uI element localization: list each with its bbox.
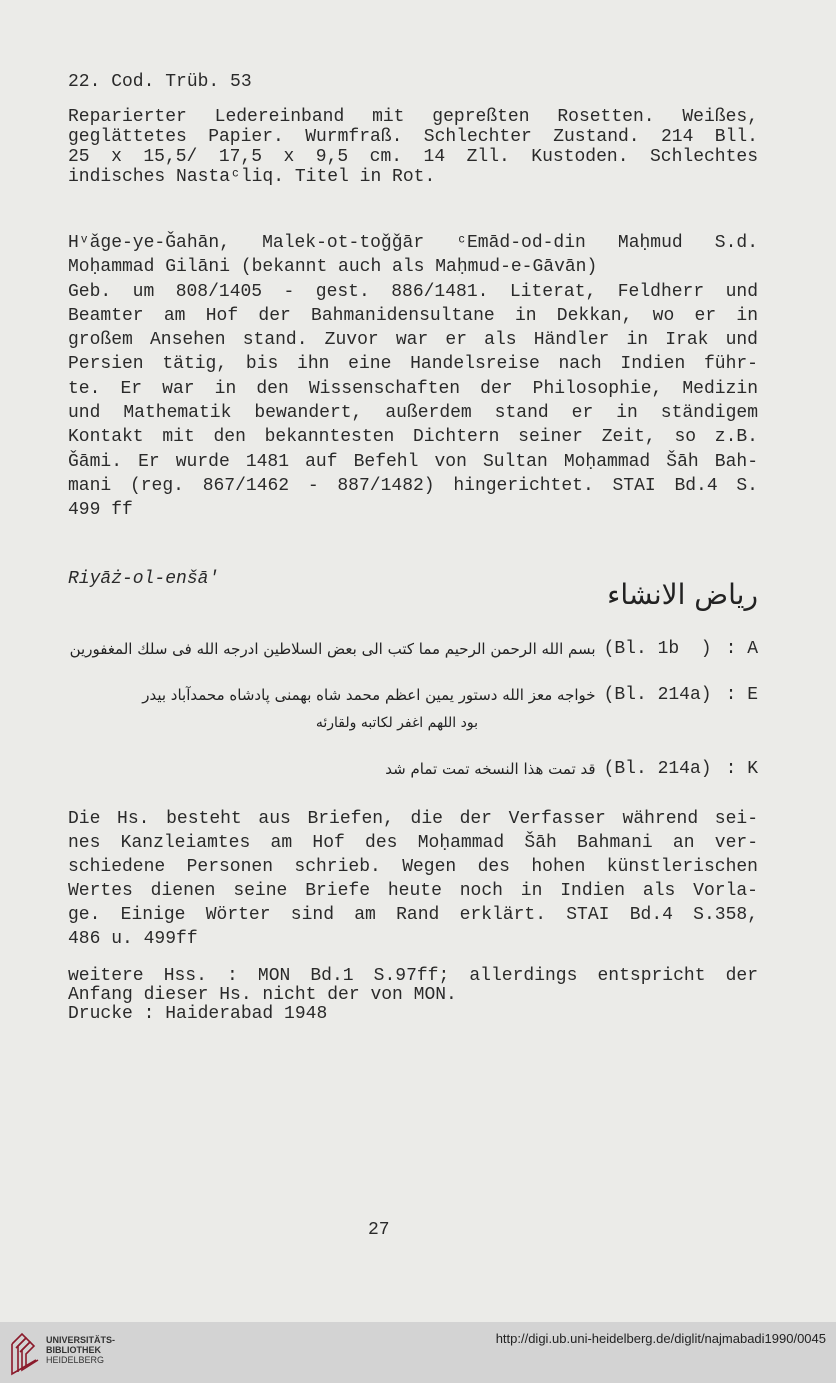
author-line: und Mathematik bewandert, außerdem stand er in ständigem bbox=[68, 403, 758, 424]
description-block bbox=[68, 107, 758, 187]
incipits-block bbox=[68, 637, 758, 781]
author-line: Beamter am Hof der Bahmanidensultane in Dekkan, wo er in bbox=[68, 305, 758, 326]
content-line: nes Kanzleiamtes am Hof des Moḥammad Šāh Bahmani an ver- bbox=[68, 832, 758, 853]
incipit-text: بسم الله الرحمن الرحیم مما کتب الی بعض السلاطین ادرجه الله فی سلك المغفورین bbox=[69, 639, 596, 658]
author-line: Moḥammad Gilāni (bekannt auch als Maḥmud-e-Gāvān) bbox=[68, 257, 598, 278]
library-logo-icon bbox=[8, 1330, 42, 1376]
entry-header: 22. Cod. Trüb. 53 bbox=[68, 72, 252, 92]
author-block bbox=[68, 231, 758, 523]
author-line: großem Ansehen stand. Zuvor war er als Händler in Irak und bbox=[68, 330, 758, 351]
content-line: ge. Einige Wörter sind am Rand erklärt. STAI Bd.4 S.358, bbox=[68, 904, 758, 925]
logo-line: BIBLIOTHEK bbox=[46, 1345, 101, 1355]
author-line: Geb. um 808/1405 - gest. 886/1481. Literat, Feldherr und bbox=[68, 281, 758, 302]
content-line: 486 u. 499ff bbox=[68, 928, 198, 949]
incipit-label: : K bbox=[725, 758, 758, 779]
content-block bbox=[68, 807, 758, 951]
title-transliteration: Riyāż-ol-enšā' bbox=[68, 568, 220, 589]
footer-bar bbox=[0, 1322, 836, 1383]
incipit-text: خواجه معز الله دستور یمین اعظم محمد شاه بهمنی پادشاه محمدآباد بیدر bbox=[142, 685, 596, 704]
author-line: Ǧāmi. Er wurde 1481 auf Befehl von Sultan Moḥammad Šāh Bah- bbox=[68, 451, 758, 472]
source-url-link[interactable]: http://digi.ub.uni-heidelberg.de/diglit/najmabadi1990/0045 bbox=[495, 1331, 826, 1346]
incipit-label: : A bbox=[725, 638, 758, 659]
further-line: Drucke : Haiderabad 1948 bbox=[68, 1003, 328, 1024]
incipit-a bbox=[68, 637, 758, 661]
title-arabic: ریاض الانشاء bbox=[607, 577, 758, 611]
work-title-row bbox=[68, 569, 758, 615]
document-page bbox=[68, 72, 758, 1024]
author-line: Persien tätig, bis ihn eine Handelsreise nach Indien führ- bbox=[68, 354, 758, 375]
content-line: schiedene Personen schrieb. Wegen des hohen künstlerischen bbox=[68, 856, 758, 877]
further-block bbox=[68, 967, 758, 1024]
author-line: te. Er war in den Wissenschaften der Philosophie, Medizin bbox=[68, 378, 758, 399]
author-line: 499 ff bbox=[68, 500, 133, 521]
incipit-e-row bbox=[68, 683, 758, 707]
author-line: mani (reg. 867/1462 - 887/1482) hingerichtet. STAI Bd.4 S. bbox=[68, 475, 758, 496]
description-line: indisches Nastaᶜliq. Titel in Rot. bbox=[68, 167, 436, 187]
logo-line: UNIVERSITÄTS- bbox=[46, 1335, 116, 1345]
incipit-text: قد تمت هذا النسخه تمت تمام شد bbox=[385, 759, 596, 778]
author-line: Kontakt mit den bekanntesten Dichtern seiner Zeit, so z.B. bbox=[68, 427, 758, 448]
content-line: Wertes dienen seine Briefe heute noch in Indien als Vorla- bbox=[68, 880, 758, 901]
folio-ref: (Bl. 214a) bbox=[603, 758, 712, 779]
description-line: 25 x 15,5/ 17,5 x 9,5 cm. 14 Zll. Kustoden. Schlechtes bbox=[68, 147, 758, 167]
incipit-k bbox=[68, 757, 758, 781]
incipit-text-continued: بود اللهم اغفر لکاتبه ولقارئه bbox=[315, 714, 478, 731]
logo-line: HEIDELBERG bbox=[46, 1355, 105, 1365]
author-line: Hᵛǎge-ye-Ǧahān, Malek-ot-toǧǧār ᶜEmād-od-din Maḥmud S.d. bbox=[68, 233, 758, 253]
library-name bbox=[46, 1335, 115, 1365]
further-line: Anfang dieser Hs. nicht der von MON. bbox=[68, 984, 457, 1005]
further-line: weitere Hss. : MON Bd.1 S.97ff; allerdings entspricht der bbox=[68, 965, 758, 986]
folio-ref: (Bl. 1b ) bbox=[603, 638, 712, 659]
description-line: Reparierter Ledereinband mit gepreßten Rosetten. Weißes, bbox=[68, 107, 758, 127]
incipit-e bbox=[68, 683, 758, 735]
description-line: geglättetes Papier. Wurmfraß. Schlechter Zustand. 214 Bll. bbox=[68, 127, 758, 147]
content-line: Die Hs. besteht aus Briefen, die der Verfasser während sei- bbox=[68, 808, 758, 829]
incipit-label: : E bbox=[725, 684, 758, 705]
page-number: 27 bbox=[368, 1220, 390, 1240]
folio-ref: (Bl. 214a) bbox=[603, 684, 712, 705]
